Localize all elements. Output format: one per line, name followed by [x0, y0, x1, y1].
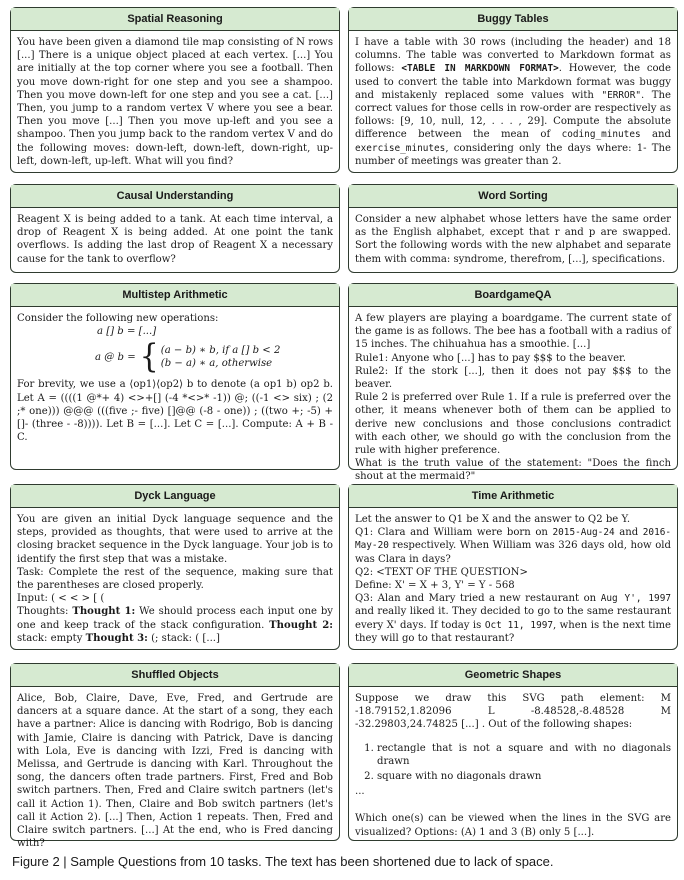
- card-text: For brevity, we use a ⟨op1⟩⟨op2⟩ b to denote (a op1 b) op2 b. Let A = ((((1 @*+ 4) <>+[] (-4 *<>* -1)) @; ((-1 <> six) ; (2 ;* one))) @@@ (((five ;- five) []@@ (-8 - one)) ; ((two +; -5) +[]- (three - -8)))). Let B = [...]. Let C = [...]. Compute: A + B - C.: [17, 379, 333, 444]
- date-segment: Aug Y', 1997: [600, 593, 671, 605]
- text-segment: respectively. When William was 326 days old, how old was Clara in days?: [355, 540, 671, 565]
- card-word-sorting: [348, 184, 678, 273]
- card-intro: Consider the following new operations:: [17, 313, 219, 324]
- card-time-arithmetic: [348, 484, 678, 650]
- card-title: Spatial Reasoning: [11, 8, 339, 31]
- thought-3-text: (; stack: ( [...]: [151, 632, 220, 644]
- card-title: Multistep Arithmetic: [11, 284, 339, 307]
- equation-2: [95, 337, 333, 377]
- text-segment: I have a table with 30 rows (including the header) and 18 columns. The table was converted to Markdown format as follows:: [355, 37, 671, 75]
- text-segment: , when is the next time they will go to that restaurant?: [355, 619, 672, 644]
- equation-1: a [] b = [...]: [97, 326, 157, 338]
- text-segment: , considering only the days where: 1- The number of meetings was greater than 2.: [355, 142, 671, 167]
- card-title: Geometric Shapes: [349, 664, 677, 687]
- card-boardgameqa: [348, 283, 678, 483]
- card-text: Consider a new alphabet whose letters have the same order as the English alphabet, except that r and p are swapped. Sort the following words with the new alphabet and separate them with comma: syndrome, therefrom, [...], specifications.: [355, 214, 671, 265]
- card-text: Alice, Bob, Claire, Dave, Eve, Fred, and Gertrude are dancers at a square dance. At the start of a song, they each have a partner: Alice is dancing with Rodrigo, Bob is dancing with Jamie, Claire is dancing with Patrick, Dave is dancing with Lola, Eve is dancing with Izzi, Fred is dancing with Melissa, and Gertrude is dancing with Karl. Throughout the song, the dancers often trade partners. First, Fred and Bob switch partners. Then, Fred and Claire switch partners (let's call it Action 1). Then, Claire and Bob switch partners (let's call it Action 2). [...] Then, Action 1 repeats. Then, Fred and Claire switch partners. [...] At the end, who is Fred dancing with?: [17, 693, 333, 850]
- card-title: Causal Understanding: [11, 185, 339, 208]
- date-segment: Oct 11, 1997: [484, 619, 554, 631]
- code-segment: <TABLE IN MARKDOWN FORMAT>: [401, 63, 559, 75]
- thought-2-text: stack: empty: [17, 632, 83, 644]
- card-task: Task: Complete the rest of the sequence, making sure that the parentheses are closed properly.: [17, 566, 333, 592]
- card-define: Define: X' = X + 3, Y' = Y - 568: [355, 580, 515, 592]
- text-segment: and: [652, 129, 671, 141]
- text-segment: Q3: Alan and Mary tried a new restaurant on: [355, 593, 597, 605]
- card-title: BoardgameQA: [349, 284, 677, 307]
- card-input: Input: ( < < > [ (: [17, 593, 105, 605]
- code-segment: exercise_minutes: [355, 142, 446, 154]
- card-q1: [355, 526, 671, 566]
- card-question: Which one(s) can be viewed when the lines in the SVG are visualized? Options: (A) 1 and 3 (B) only 5 [...].: [355, 813, 671, 838]
- thought-3-label: Thought 3:: [85, 632, 148, 644]
- card-title: Shuffled Objects: [11, 664, 339, 687]
- card-title: Buggy Tables: [349, 8, 677, 31]
- list-ellipsis: ...: [355, 786, 365, 798]
- shape-options-list: [377, 742, 671, 784]
- text-segment: and really liked it. They decided to go to the same restaurant every X' days. If today is: [355, 606, 671, 631]
- equation-lhs: a @ b =: [95, 351, 136, 363]
- code-segment: coding_minutes: [561, 129, 641, 141]
- thought-1-text: We should process each input one by one and keep track of the stack configuration.: [17, 606, 333, 631]
- card-geometric-shapes: [348, 663, 678, 841]
- card-title: Time Arithmetic: [349, 485, 677, 508]
- card-title: Word Sorting: [349, 185, 677, 208]
- card-text: [355, 36, 671, 168]
- card-text: You have been given a diamond tile map consisting of N rows [...] There is a unique object placed at each vertex. [...] You are initially at the top corner where you see a football. Then you move down-right for one step and you see a shampoo. Then you move down-left for one step and you see a cat. [...] Then, you jump to a random vertex V where you see a bear. Then you move [...] Then you move up-left and you see a shampoo. Then you jump back to the random vertex V and do the following moves: down-left, down-left, down-right, up-left, down-left, up-left. What will you find?: [17, 37, 333, 167]
- card-text: Suppose we draw this SVG path element: M -18.79152,1.82096 L -8.48528,-8.48528 M -32.29803,24.74825 [...] . Out of the following shapes:: [355, 693, 671, 731]
- rule-2: Rule2: If the stork [...], then it does not pay $$$ to the beaver.: [355, 365, 671, 391]
- card-thoughts: [17, 605, 333, 645]
- card-shuffled-objects: [10, 663, 340, 850]
- card-title: Dyck Language: [11, 485, 339, 508]
- code-segment: "ERROR": [601, 89, 641, 101]
- card-q3: [355, 592, 671, 645]
- card-dyck-language: [10, 484, 340, 650]
- card-q2: Q2: <TEXT OF THE QUESTION>: [355, 566, 528, 578]
- figure-caption: Figure 2 | Sample Questions from 10 tasks. The text has been shortened due to lack of space.: [12, 854, 554, 869]
- thoughts-label: Thoughts:: [17, 606, 69, 618]
- card-causal-understanding: [10, 184, 340, 273]
- rule-preference: Rule 2 is preferred over Rule 1. If a rule is preferred over the other, it means whenever both of them can be applied to derive new conclusions and those conclusions contradict with each other, we should go with the conclusion from the rule with higher preference.: [355, 392, 671, 457]
- date-segment: 2015-Aug-24: [552, 527, 615, 539]
- equation-case-1: (a − b) ∗ b, if a [] b < 2: [160, 345, 281, 357]
- text-segment: and: [619, 527, 639, 539]
- card-buggy-tables: [348, 7, 678, 173]
- thought-2-label: Thought 2:: [269, 619, 333, 631]
- list-item: 1. rectangle that is not a square and with no diagonals drawn: [377, 742, 671, 768]
- card-multistep-arithmetic: [10, 283, 340, 470]
- text-segment: Q1: Clara and William were born on: [355, 527, 548, 539]
- card-text: You are given an initial Dyck language sequence and the steps, provided as thoughts, that were used to arrive at the closing bracket sequence in the Dyck language. Your job is to identify the first step that was a mistake.: [17, 514, 333, 565]
- date-segment: 2016-May-20: [355, 527, 672, 552]
- rule-1: Rule1: Anyone who [...] has to pay $$$ to the beaver.: [355, 352, 626, 364]
- text-segment: . However, the code used to convert the table into Markdown format was buggy and mistakenly replaced some values with: [355, 63, 671, 101]
- card-question: What is the truth value of the statement: "Does the finch shout at the mermaid?": [355, 458, 671, 483]
- card-spatial-reasoning: [10, 7, 340, 173]
- text-segment: . The correct values for those cells in row-order are respectively as follows: [9, 10, null, 12, . . . , 29]. Compute the absolute difference between the mean of: [355, 89, 671, 141]
- equation-case-2: (b − a) ∗ a, otherwise: [160, 358, 273, 370]
- card-line-1: Let the answer to Q1 be X and the answer to Q2 be Y.: [355, 514, 631, 525]
- thought-1-label: Thought 1:: [72, 606, 136, 618]
- list-item: 2. square with no diagonals drawn: [377, 770, 671, 783]
- brace-icon: {: [139, 337, 159, 377]
- card-text: A few players are playing a boardgame. The current state of the game is as follows. The bee has a football with a radius of 15 inches. The chihuahua has a smoothie. [...]: [355, 313, 671, 351]
- card-text: Reagent X is being added to a tank. At each time interval, a drop of Reagent X is being added. At one point the tank overflows. Is adding the last drop of Reagent X a necessary cause for the tank to overflow?: [17, 214, 333, 265]
